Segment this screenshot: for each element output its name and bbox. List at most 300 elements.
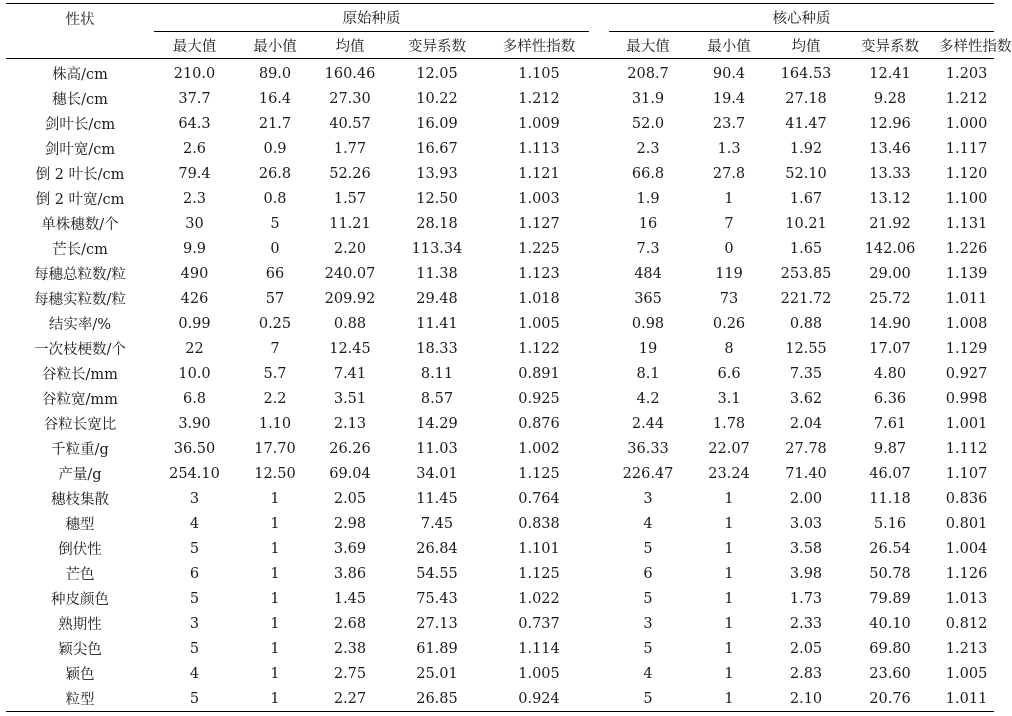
core-max-cell: 3 — [643, 615, 653, 632]
original-max-cell: 3 — [189, 490, 200, 507]
original-max-cell: 37.7 — [178, 90, 211, 107]
original-max-cell: 210.0 — [173, 65, 216, 82]
table-row — [6, 361, 994, 386]
original-diversity-cell: 1.125 — [518, 465, 560, 482]
group-gap — [589, 4, 609, 32]
original-min-cell: 1 — [270, 490, 280, 507]
core-cv-cell: 13.12 — [869, 190, 911, 207]
original-min-cell: 12.50 — [254, 465, 296, 482]
core-min-cell: 1 — [724, 615, 734, 632]
col-header-max-original: 最大值 — [154, 32, 235, 59]
original-cv-cell: 26.84 — [416, 540, 458, 557]
original-min-cell: 0.9 — [263, 140, 287, 157]
original-min-cell: 5.7 — [263, 365, 287, 382]
original-mean-cell: 7.41 — [333, 365, 367, 382]
original-min-cell: 0.8 — [263, 190, 287, 207]
original-cv-cell: 14.29 — [416, 415, 458, 432]
original-diversity-cell: 0.924 — [489, 686, 589, 712]
gap-cell — [589, 186, 609, 211]
trait-name-cell: 剑叶宽/cm — [44, 142, 116, 158]
trait-name-cell: 剑叶长/cm — [44, 117, 116, 133]
core-mean-cell: 1.73 — [789, 590, 823, 607]
core-diversity-cell: 1.100 — [945, 190, 988, 207]
core-max-cell: 7.3 — [636, 240, 660, 257]
original-diversity-cell: 1.009 — [518, 115, 560, 132]
trait-name-cell: 谷粒长宽比 — [43, 417, 117, 433]
table-row — [6, 261, 994, 286]
core-max-cell: 4 — [643, 665, 653, 682]
core-cv-cell: 29.00 — [869, 265, 911, 282]
core-cv-cell: 9.87 — [873, 440, 907, 457]
original-diversity-cell: 1.127 — [518, 215, 560, 232]
core-max-cell: 2.3 — [636, 140, 660, 157]
original-diversity-cell: 0.764 — [518, 490, 560, 507]
original-max-cell: 3 — [189, 615, 200, 632]
core-max-cell: 208.7 — [627, 65, 669, 82]
original-mean-cell: 3.69 — [333, 540, 367, 557]
original-diversity-cell: 1.212 — [518, 90, 560, 107]
original-max-cell: 79.4 — [178, 165, 211, 182]
gap-cell — [589, 611, 609, 636]
original-cv-cell: 18.33 — [416, 340, 458, 357]
trait-name-cell: 谷粒宽/mm — [42, 392, 118, 408]
core-mean-cell: 2.04 — [789, 415, 823, 432]
original-min-cell: 66 — [265, 265, 285, 282]
table-row — [6, 511, 994, 536]
core-min-cell: 1 — [724, 515, 734, 532]
core-cv-cell: 5.16 — [873, 515, 907, 532]
col-header-max-core: 最大值 — [609, 32, 687, 59]
core-min-cell: 1 — [724, 565, 734, 582]
original-diversity-cell: 1.005 — [518, 665, 560, 682]
table-row — [6, 486, 994, 511]
original-diversity-cell: 0.838 — [518, 515, 560, 532]
core-diversity-cell: 1.000 — [945, 115, 988, 132]
core-cv-cell: 23.60 — [869, 665, 911, 682]
original-min-cell: 1.10 — [258, 415, 292, 432]
original-cv-cell: 34.01 — [416, 465, 458, 482]
col-header-min-original: 最小值 — [235, 32, 315, 59]
core-diversity-cell: 1.008 — [945, 315, 988, 332]
original-cv-cell: 27.13 — [416, 615, 458, 632]
original-mean-cell: 2.20 — [333, 240, 367, 257]
original-diversity-cell: 1.122 — [518, 340, 560, 357]
gap-cell — [589, 59, 609, 87]
table-row — [6, 461, 994, 486]
core-mean-cell: 3.03 — [789, 515, 823, 532]
core-max-cell: 5 — [643, 590, 653, 607]
core-diversity-cell: 1.213 — [945, 640, 988, 657]
original-max-cell: 490 — [180, 265, 209, 282]
original-min-cell: 1 — [270, 515, 280, 532]
col-header-diversity-original: 多样性指数 — [489, 32, 589, 59]
core-diversity-cell: 0.801 — [945, 515, 988, 532]
group-header-original: 原始种质 — [154, 4, 589, 32]
core-min-cell: 8 — [724, 340, 734, 357]
core-min-cell: 1 — [724, 665, 734, 682]
gap-cell — [589, 411, 609, 436]
gap-cell — [589, 336, 609, 361]
trait-name-cell: 单株穗数/个 — [41, 217, 119, 233]
trait-name-cell: 穗枝集散 — [51, 492, 109, 508]
gap-cell — [589, 661, 609, 686]
core-cv-cell: 20.76 — [841, 686, 939, 712]
core-mean-cell: 1.65 — [789, 240, 823, 257]
header-row-columns — [6, 32, 994, 59]
core-min-cell: 0.26 — [712, 315, 746, 332]
table-row — [6, 611, 994, 636]
table-row — [6, 86, 994, 111]
core-mean-cell: 2.33 — [789, 615, 823, 632]
original-diversity-cell: 1.002 — [518, 440, 560, 457]
core-mean-cell: 3.62 — [789, 390, 823, 407]
core-min-cell: 1 — [724, 190, 734, 207]
core-diversity-cell: 1.001 — [945, 415, 988, 432]
gap-cell — [589, 536, 609, 561]
core-max-cell: 484 — [634, 265, 662, 282]
core-diversity-cell: 0.927 — [945, 365, 988, 382]
original-max-cell: 5 — [189, 640, 200, 657]
original-max-cell: 426 — [180, 290, 209, 307]
gap-cell — [589, 261, 609, 286]
core-cv-cell: 142.06 — [864, 240, 916, 257]
trait-name-cell: 每穗总粒数/粒 — [34, 267, 126, 283]
col-header-cv-original: 变异系数 — [385, 32, 489, 59]
trait-column-header: 性状 — [6, 4, 154, 59]
original-max-cell: 10.0 — [178, 365, 211, 382]
core-max-cell: 66.8 — [631, 165, 665, 182]
original-mean-cell: 0.88 — [333, 315, 367, 332]
original-mean-cell: 2.13 — [333, 415, 367, 432]
col-header-cv-core: 变异系数 — [841, 32, 939, 59]
core-cv-cell: 25.72 — [869, 290, 911, 307]
table-row — [6, 236, 994, 261]
original-cv-cell: 12.05 — [416, 65, 458, 82]
core-diversity-cell: 1.131 — [945, 215, 988, 232]
col-header-min-core: 最小值 — [687, 32, 771, 59]
original-mean-cell: 52.26 — [329, 165, 371, 182]
gap-cell — [589, 461, 609, 486]
core-diversity-cell: 1.203 — [945, 65, 988, 82]
original-diversity-cell: 1.003 — [518, 190, 560, 207]
core-cv-cell: 13.33 — [869, 165, 911, 182]
original-mean-cell: 240.07 — [324, 265, 376, 282]
original-min-cell: 0.25 — [258, 315, 292, 332]
core-max-cell: 5 — [609, 686, 687, 712]
gap-cell — [589, 586, 609, 611]
trait-name-cell: 产量/g — [58, 467, 102, 483]
original-min-cell: 17.70 — [254, 440, 296, 457]
original-cv-cell: 8.57 — [420, 390, 454, 407]
original-min-cell: 26.8 — [258, 165, 292, 182]
original-min-cell: 1 — [270, 640, 280, 657]
core-min-cell: 119 — [715, 265, 743, 282]
core-mean-cell: 41.47 — [785, 115, 827, 132]
trait-name-cell: 倒 2 叶宽/cm — [35, 192, 125, 208]
core-min-cell: 1.3 — [717, 140, 741, 157]
core-cv-cell: 69.80 — [869, 640, 911, 657]
original-mean-cell: 11.21 — [329, 215, 371, 232]
original-min-cell: 1 — [270, 590, 280, 607]
core-diversity-cell: 1.013 — [945, 590, 988, 607]
trait-name-cell: 种皮颜色 — [51, 592, 109, 608]
core-diversity-cell: 0.812 — [945, 615, 988, 632]
original-cv-cell: 11.38 — [416, 265, 458, 282]
core-cv-cell: 46.07 — [869, 465, 911, 482]
original-diversity-cell: 1.005 — [518, 315, 560, 332]
trait-name-cell: 芒色 — [65, 567, 95, 583]
core-min-cell: 23.24 — [708, 465, 750, 482]
original-diversity-cell: 1.018 — [518, 290, 560, 307]
core-min-cell: 0 — [724, 240, 734, 257]
table-row — [6, 286, 994, 311]
original-diversity-cell: 1.101 — [518, 540, 560, 557]
core-max-cell: 5 — [643, 540, 653, 557]
original-cv-cell: 28.18 — [416, 215, 458, 232]
core-diversity-cell: 1.004 — [945, 540, 988, 557]
original-diversity-cell: 1.121 — [518, 165, 560, 182]
core-cv-cell: 14.90 — [869, 315, 911, 332]
table-row — [6, 536, 994, 561]
gap-cell — [589, 361, 609, 386]
original-mean-cell: 2.38 — [333, 640, 367, 657]
core-mean-cell: 52.10 — [785, 165, 827, 182]
header-row-groups — [6, 4, 994, 32]
original-min-cell: 0 — [270, 240, 280, 257]
core-min-cell: 23.7 — [712, 115, 746, 132]
core-max-cell: 4.2 — [636, 390, 660, 407]
original-diversity-cell: 1.105 — [518, 65, 560, 82]
original-mean-cell: 2.75 — [333, 665, 367, 682]
table-row — [6, 386, 994, 411]
original-mean-cell: 1.77 — [333, 140, 367, 157]
core-min-cell: 7 — [724, 215, 734, 232]
core-max-cell: 19 — [638, 340, 658, 357]
trait-name-cell: 穗型 — [65, 517, 95, 533]
core-cv-cell: 7.61 — [873, 415, 907, 432]
original-mean-cell: 40.57 — [329, 115, 371, 132]
trait-name-cell: 千粒重/g — [51, 442, 109, 458]
table-row — [6, 661, 994, 686]
core-max-cell: 8.1 — [636, 365, 660, 382]
original-max-cell: 0.99 — [178, 315, 211, 332]
original-cv-cell: 12.50 — [416, 190, 458, 207]
core-min-cell: 1 — [724, 490, 734, 507]
core-mean-cell: 3.98 — [789, 565, 823, 582]
core-mean-cell: 12.55 — [785, 340, 827, 357]
original-max-cell: 6 — [189, 565, 200, 582]
core-mean-cell: 2.10 — [771, 686, 841, 712]
core-cv-cell: 79.89 — [869, 590, 911, 607]
original-max-cell: 9.9 — [182, 240, 207, 257]
core-mean-cell: 1.67 — [789, 190, 823, 207]
core-max-cell: 3 — [643, 490, 653, 507]
core-diversity-cell: 1.112 — [945, 440, 988, 457]
original-max-cell: 36.50 — [173, 440, 216, 457]
table-row — [6, 186, 994, 211]
table-row — [6, 211, 994, 236]
original-mean-cell: 209.92 — [324, 290, 376, 307]
trait-name-cell: 倒伏性 — [58, 542, 102, 558]
original-min-cell: 89.0 — [258, 65, 292, 82]
original-cv-cell: 29.48 — [416, 290, 458, 307]
col-header-mean-original: 均值 — [315, 32, 385, 59]
core-diversity-cell: 0.998 — [945, 390, 988, 407]
core-max-cell: 365 — [634, 290, 662, 307]
core-mean-cell: 7.35 — [789, 365, 823, 382]
original-mean-cell: 12.45 — [329, 340, 371, 357]
original-mean-cell: 3.51 — [333, 390, 367, 407]
core-max-cell: 4 — [643, 515, 653, 532]
core-cv-cell: 12.41 — [869, 65, 911, 82]
original-cv-cell: 16.67 — [416, 140, 458, 157]
trait-name-cell: 倒 2 叶长/cm — [35, 167, 125, 183]
table-row — [6, 686, 994, 712]
core-mean-cell: 1.92 — [789, 140, 823, 157]
core-min-cell: 1.78 — [712, 415, 746, 432]
original-diversity-cell: 1.225 — [518, 240, 560, 257]
original-mean-cell: 2.05 — [333, 490, 367, 507]
original-max-cell: 2.6 — [182, 140, 207, 157]
original-mean-cell: 69.04 — [329, 465, 371, 482]
gap-cell — [589, 211, 609, 236]
core-cv-cell: 17.07 — [869, 340, 911, 357]
core-mean-cell: 3.58 — [789, 540, 823, 557]
col-header-diversity-core: 多样性指数 — [939, 32, 994, 59]
core-mean-cell: 71.40 — [785, 465, 827, 482]
trait-name-cell: 一次枝梗数/个 — [34, 342, 126, 358]
core-diversity-cell: 1.126 — [945, 565, 988, 582]
gap-cell — [589, 686, 609, 712]
core-cv-cell: 21.92 — [869, 215, 911, 232]
trait-name-cell: 颖尖色 — [58, 642, 102, 658]
core-diversity-cell: 1.117 — [945, 140, 988, 157]
core-diversity-cell: 1.129 — [945, 340, 988, 357]
trait-name-cell: 每穗实粒数/粒 — [34, 292, 126, 308]
table-row — [6, 411, 994, 436]
original-diversity-cell: 0.925 — [518, 390, 560, 407]
original-cv-cell: 13.93 — [416, 165, 458, 182]
table-row — [6, 436, 994, 461]
core-diversity-cell: 1.212 — [945, 90, 988, 107]
original-cv-cell: 61.89 — [416, 640, 458, 657]
core-max-cell: 36.33 — [627, 440, 669, 457]
core-mean-cell: 27.18 — [785, 90, 827, 107]
original-diversity-cell: 0.891 — [518, 365, 560, 382]
trait-name-cell: 谷粒长/mm — [42, 367, 118, 383]
core-cv-cell: 26.54 — [869, 540, 911, 557]
core-mean-cell: 27.78 — [785, 440, 827, 457]
original-min-cell: 1 — [270, 615, 280, 632]
table-row — [6, 561, 994, 586]
core-max-cell: 5 — [643, 640, 653, 657]
original-mean-cell: 2.27 — [315, 686, 385, 712]
core-min-cell: 1 — [687, 686, 771, 712]
original-cv-cell: 113.34 — [411, 240, 463, 257]
original-cv-cell: 7.45 — [420, 515, 454, 532]
original-max-cell: 64.3 — [178, 115, 211, 132]
original-max-cell: 30 — [185, 215, 204, 232]
original-min-cell: 57 — [265, 290, 285, 307]
core-diversity-cell: 1.011 — [945, 290, 988, 307]
table-body — [6, 59, 994, 712]
original-max-cell: 4 — [189, 665, 200, 682]
core-min-cell: 19.4 — [712, 90, 746, 107]
table-row — [6, 136, 994, 161]
core-min-cell: 90.4 — [712, 65, 746, 82]
original-diversity-cell: 0.876 — [518, 415, 560, 432]
original-diversity-cell: 1.123 — [518, 265, 560, 282]
gap-cell — [589, 311, 609, 336]
gap-cell — [589, 111, 609, 136]
original-cv-cell: 25.01 — [416, 665, 458, 682]
core-cv-cell: 12.96 — [869, 115, 911, 132]
table-row — [6, 311, 994, 336]
core-min-cell: 27.8 — [712, 165, 746, 182]
core-cv-cell: 13.46 — [869, 140, 911, 157]
trait-name-cell: 颖色 — [65, 667, 95, 683]
gap-cell — [589, 511, 609, 536]
original-cv-cell: 11.41 — [416, 315, 458, 332]
original-cv-cell: 54.55 — [416, 565, 458, 582]
original-min-cell: 1 — [270, 565, 280, 582]
core-max-cell: 2.44 — [631, 415, 665, 432]
original-diversity-cell: 1.113 — [518, 140, 560, 157]
core-min-cell: 6.6 — [717, 365, 741, 382]
core-mean-cell: 221.72 — [780, 290, 832, 307]
table-row — [6, 336, 994, 361]
core-cv-cell: 9.28 — [873, 90, 907, 107]
core-max-cell: 52.0 — [631, 115, 665, 132]
original-diversity-cell: 1.022 — [518, 590, 560, 607]
trait-name-cell: 穗长/cm — [52, 92, 108, 108]
original-mean-cell: 3.86 — [333, 565, 367, 582]
original-max-cell: 254.10 — [169, 465, 220, 482]
core-min-cell: 73 — [719, 290, 739, 307]
original-max-cell: 6.8 — [182, 390, 207, 407]
col-header-mean-core: 均值 — [771, 32, 841, 59]
core-max-cell: 1.9 — [636, 190, 660, 207]
original-diversity-cell: 1.125 — [518, 565, 560, 582]
gap-cell — [589, 86, 609, 111]
original-mean-cell: 2.68 — [333, 615, 367, 632]
core-max-cell: 31.9 — [631, 90, 665, 107]
original-max-cell: 2.3 — [182, 190, 207, 207]
gap-cell — [589, 486, 609, 511]
trait-name-cell: 熟期性 — [58, 617, 102, 633]
original-cv-cell: 8.11 — [420, 365, 454, 382]
core-max-cell: 226.47 — [622, 465, 674, 482]
core-mean-cell: 0.88 — [789, 315, 823, 332]
original-max-cell: 4 — [189, 515, 200, 532]
trait-statistics-table — [6, 3, 1012, 712]
original-min-cell: 1 — [270, 665, 280, 682]
original-min-cell: 5 — [270, 215, 280, 232]
core-diversity-cell: 1.139 — [945, 265, 988, 282]
original-min-cell: 1 — [270, 540, 280, 557]
trait-name-cell: 芒长/cm — [52, 242, 108, 258]
original-mean-cell: 1.45 — [333, 590, 367, 607]
core-cv-cell: 40.10 — [869, 615, 911, 632]
core-max-cell: 6 — [643, 565, 653, 582]
core-min-cell: 1 — [724, 540, 734, 557]
original-cv-cell: 75.43 — [416, 590, 458, 607]
trait-name-cell: 粒型 — [6, 686, 154, 712]
core-min-cell: 22.07 — [708, 440, 750, 457]
original-max-cell: 5 — [189, 590, 200, 607]
original-min-cell: 7 — [270, 340, 280, 357]
col-header-gap — [589, 32, 609, 59]
